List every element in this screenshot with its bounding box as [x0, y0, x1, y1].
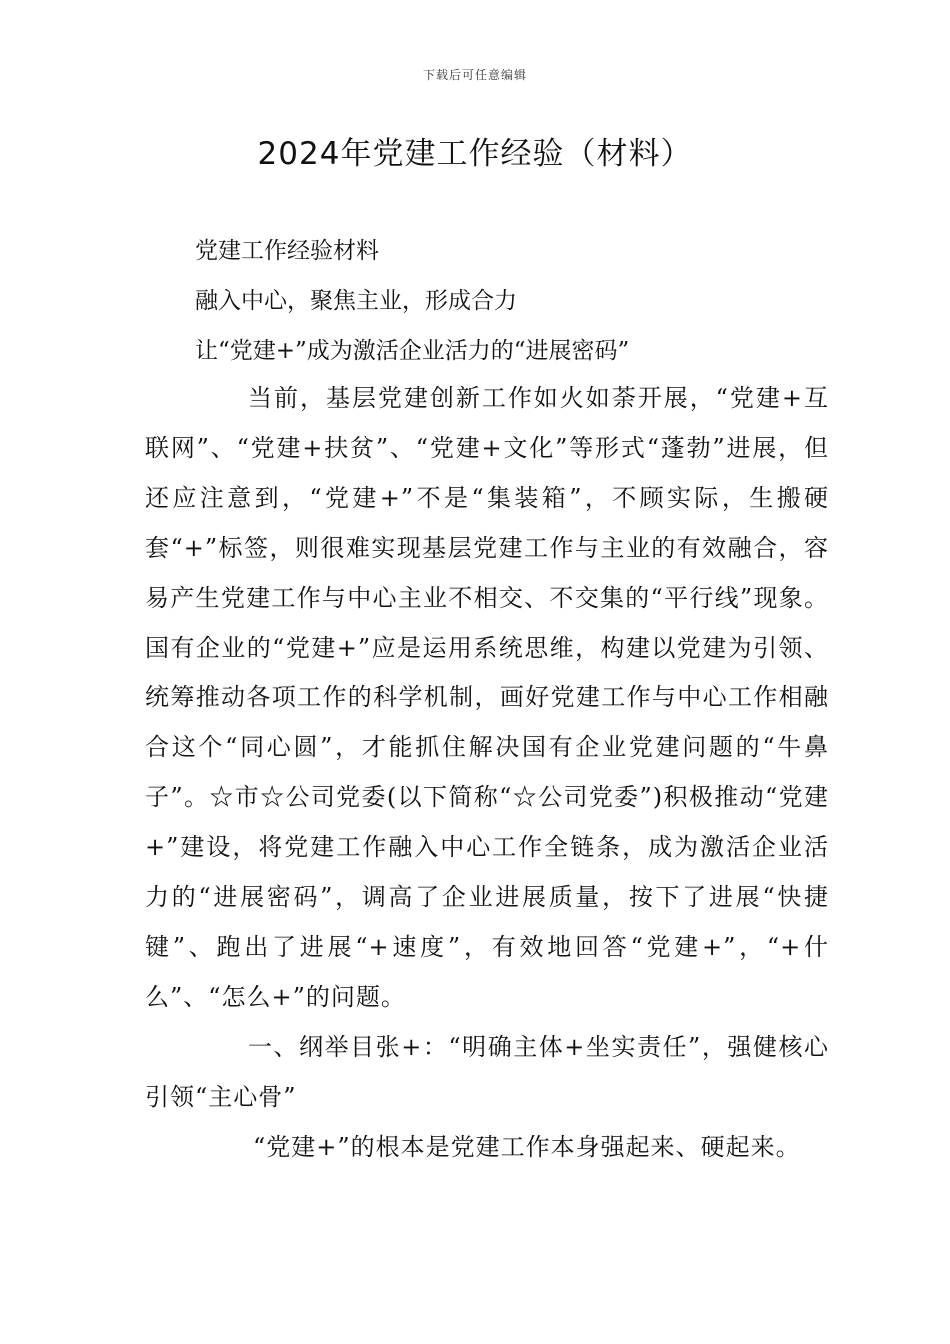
document-body: [145, 374, 829, 1173]
subtitle-1: 党建工作经验材料: [195, 238, 379, 264]
header-note: 下载后可任意编辑: [422, 68, 527, 82]
document-title: 2024年党建工作经验（材料）: [257, 136, 693, 172]
paragraph-section-1: “党建+”的根本是党建工作本身强起来、硬起来。: [253, 1132, 801, 1161]
section-heading-1: 一、纲举目张+：“明确主体+坐实责任”，强健核心引领“主心骨”: [145, 1032, 829, 1111]
paragraph-intro: 当前，基层党建创新工作如火如荼开展，“党建+互联网”、“党建+扶贫”、“党建+文化”等形式“蓬勃”进展，但还应注意到，“党建+”不是“集装箱”，不顾实际，生搬硬套“+”标签，则很难实现基层党建工作与主业的有效融合，容易产生党建工作与中心主业不相交、不交集的“平行线”现象。国有企业的“党建+”应是运用系统思维，构建以党建为引领、统筹推动各项工作的科学机制，画好党建工作与中心工作相融合这个“同心圆”，才能抓住解决国有企业党建问题的“牛鼻子”。☆市☆公司党委(以下简称“☆公司党委”)积极推动“党建+”建设，将党建工作融入中心工作全链条，成为激活企业活力的“进展密码”，调高了企业进展质量，按下了进展“快捷键”、跑出了进展“+速度”，有效地回答“党建+”，“+什么”、“怎么+”的问题。: [145, 384, 829, 1011]
subtitle-3: 让“党建+”成为激活企业活力的“进展密码”: [195, 338, 630, 364]
subtitle-2: 融入中心，聚焦主业，形成合力: [195, 288, 517, 314]
